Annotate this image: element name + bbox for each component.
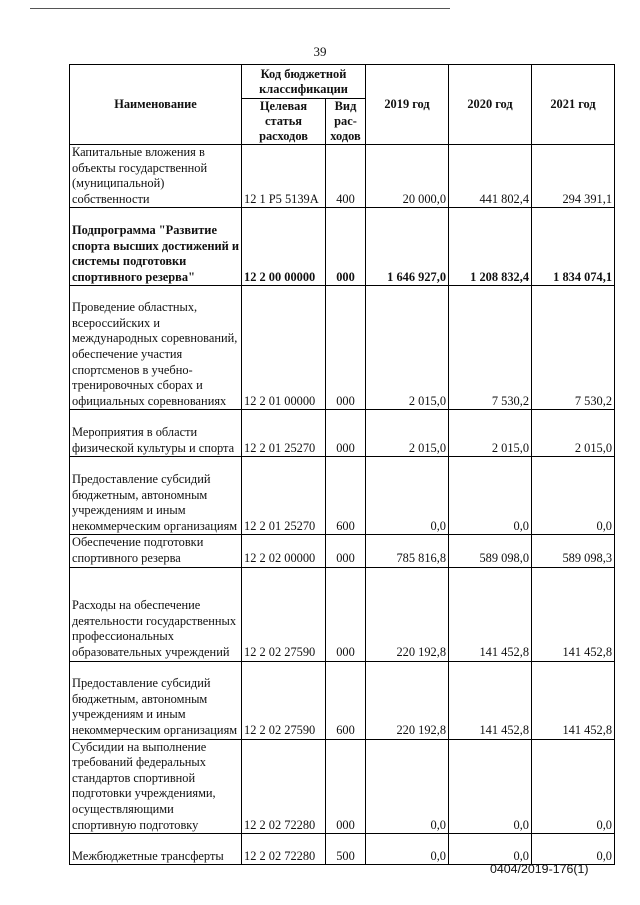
table-row (70, 145, 615, 208)
table-row (70, 410, 615, 457)
header-kbk: Код бюджетной классификации (242, 65, 366, 99)
row-code: 12 2 01 25270 (242, 410, 326, 457)
page-number: 39 (313, 44, 327, 59)
row-type: 500 (326, 834, 366, 865)
row-2020: 2 015,0 (449, 410, 532, 457)
row-code: 12 1 Р5 5139А (242, 145, 326, 208)
row-name: Субсидии на выполнение требований федеральных стандартов спортивной подготовки учреждениями, осуществляющими спортивную подготовку (70, 739, 242, 834)
row-name: Расходы на обеспечение деятельности государственных профессиональных образовательных учреждений (70, 567, 242, 661)
row-2019: 2 015,0 (366, 410, 449, 457)
row-2019: 220 192,8 (366, 661, 449, 739)
row-2019: 20 000,0 (366, 145, 449, 208)
row-2020: 141 452,8 (449, 567, 532, 661)
row-2019: 1 646 927,0 (366, 208, 449, 286)
row-name: Предоставление субсидий бюджетным, автономным учреждениям и иным некоммерческим организациям (70, 457, 242, 535)
row-code: 12 2 00 00000 (242, 208, 326, 286)
table-row (70, 661, 615, 739)
table-row (70, 457, 615, 535)
row-name: Обеспечение подготовки спортивного резерва (70, 535, 242, 567)
row-2019: 0,0 (366, 834, 449, 865)
table-row (70, 739, 615, 834)
row-type: 600 (326, 457, 366, 535)
row-name: Проведение областных, всероссийских и международных соревнований, обеспечение участия спортсменов в учебно-тренировочных сборах и официальных соревнованиях (70, 286, 242, 410)
row-code: 12 2 01 25270 (242, 457, 326, 535)
header-2021: 2021 год (532, 65, 615, 145)
row-2021: 0,0 (532, 834, 615, 865)
header-target-article: Целевая статья расходов (242, 99, 326, 145)
row-2021: 2 015,0 (532, 410, 615, 457)
row-name: Капитальные вложения в объекты государственной (муниципальной) собственности (70, 145, 242, 208)
row-type: 400 (326, 145, 366, 208)
header-2020: 2020 год (449, 65, 532, 145)
row-2019: 0,0 (366, 739, 449, 834)
header-2019: 2019 год (366, 65, 449, 145)
row-type: 000 (326, 208, 366, 286)
row-type: 000 (326, 410, 366, 457)
row-code: 12 2 01 00000 (242, 286, 326, 410)
row-name: Предоставление субсидий бюджетным, автономным учреждениям и иным некоммерческим организациям (70, 661, 242, 739)
row-code: 12 2 02 72280 (242, 834, 326, 865)
row-2019: 220 192,8 (366, 567, 449, 661)
row-2020: 7 530,2 (449, 286, 532, 410)
row-2021: 1 834 074,1 (532, 208, 615, 286)
row-type: 600 (326, 661, 366, 739)
row-name: Межбюджетные трансферты (70, 834, 242, 865)
row-2019: 0,0 (366, 457, 449, 535)
row-2021: 141 452,8 (532, 567, 615, 661)
row-code: 12 2 02 00000 (242, 535, 326, 567)
row-2020: 589 098,0 (449, 535, 532, 567)
table-row (70, 834, 615, 865)
row-name: Подпрограмма "Развитие спорта высших достижений и системы подготовки спортивного резерва" (70, 208, 242, 286)
row-name: Мероприятия в области физической культуры и спорта (70, 410, 242, 457)
row-code: 12 2 02 27590 (242, 661, 326, 739)
document-code: 0404/2019-176(1) (490, 862, 589, 876)
row-2021: 141 452,8 (532, 661, 615, 739)
table-row (70, 286, 615, 410)
row-2019: 2 015,0 (366, 286, 449, 410)
row-type: 000 (326, 739, 366, 834)
row-code: 12 2 02 27590 (242, 567, 326, 661)
row-type: 000 (326, 286, 366, 410)
row-2020: 1 208 832,4 (449, 208, 532, 286)
row-2021: 294 391,1 (532, 145, 615, 208)
top-rule (30, 8, 450, 9)
header-name: Наименование (70, 65, 242, 145)
row-2021: 0,0 (532, 739, 615, 834)
budget-table (69, 64, 615, 865)
row-2019: 785 816,8 (366, 535, 449, 567)
row-2020: 141 452,8 (449, 661, 532, 739)
row-2020: 0,0 (449, 834, 532, 865)
row-code: 12 2 02 72280 (242, 739, 326, 834)
header-expense-type: Вид рас-ходов (326, 99, 366, 145)
row-2020: 0,0 (449, 739, 532, 834)
row-2021: 589 098,3 (532, 535, 615, 567)
row-2020: 441 802,4 (449, 145, 532, 208)
row-type: 000 (326, 535, 366, 567)
row-2020: 0,0 (449, 457, 532, 535)
row-2021: 0,0 (532, 457, 615, 535)
table-row (70, 535, 615, 567)
table-row (70, 567, 615, 661)
row-2021: 7 530,2 (532, 286, 615, 410)
row-type: 000 (326, 567, 366, 661)
table-row (70, 208, 615, 286)
